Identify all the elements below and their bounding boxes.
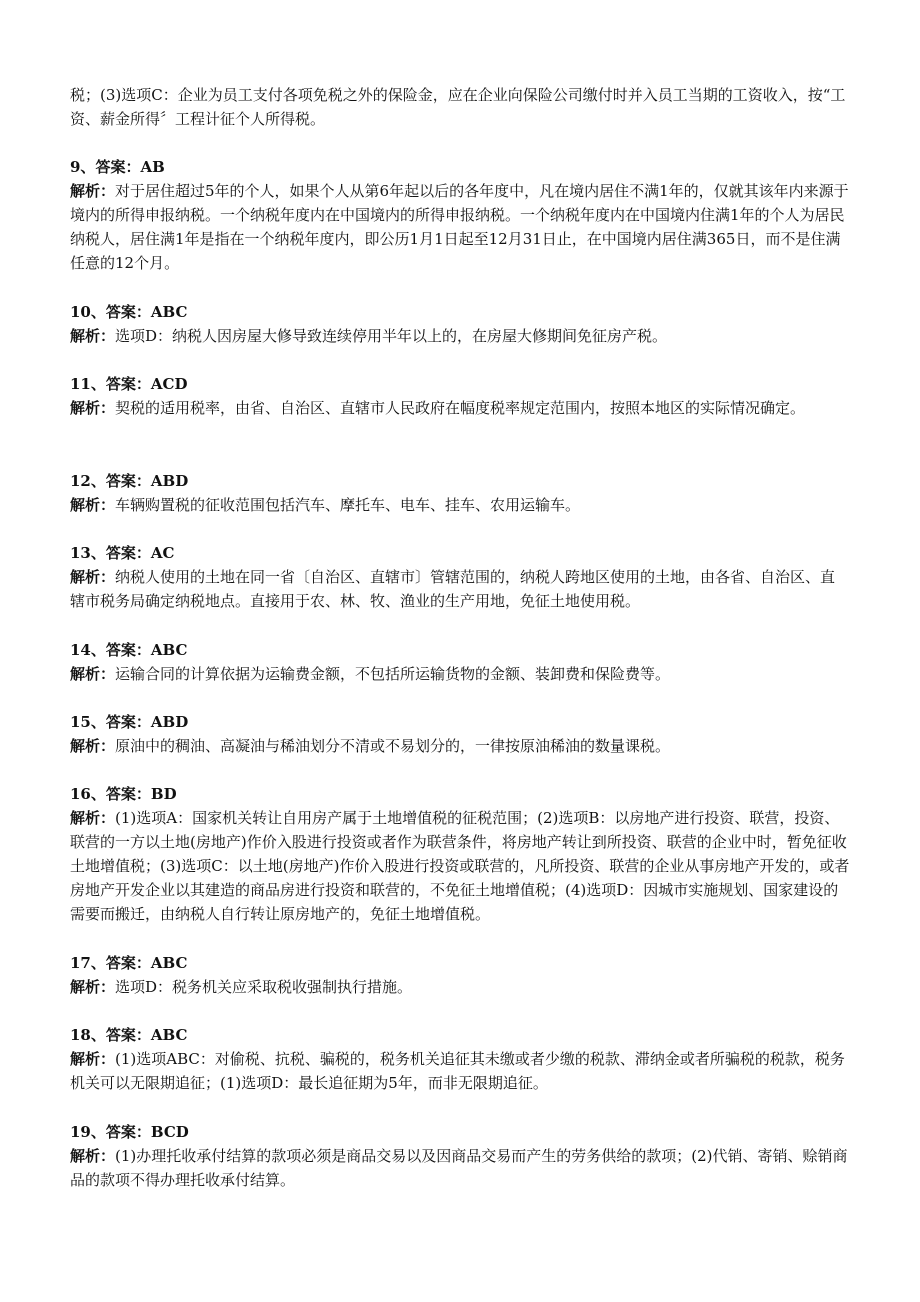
question-number: 16、 [70, 785, 106, 803]
answer-item-14 [70, 638, 850, 686]
answer-heading [70, 1023, 850, 1047]
answer-label: 答案： [105, 713, 151, 731]
answer-value: ABD [150, 472, 189, 490]
analysis-text: 契税的适用税率，由省、自治区、直辖市人民政府在幅度税率规定范围内，按照本地区的实际情况确定。 [115, 399, 806, 417]
analysis-text: 运输合同的计算依据为运输费金额，不包括所运输货物的金额、装卸费和保险费等。 [115, 665, 671, 683]
analysis-text: 纳税人使用的土地在同一省〔自治区、直辖市〕管辖范围的，纳税人跨地区使用的土地，由各省、自治区、直辖市税务局确定纳税地点。直接用于农、林、牧、渔业的生产用地，免征土地使用税。 [70, 568, 836, 610]
answer-value: ABC [150, 303, 188, 321]
question-number: 19、 [70, 1123, 106, 1141]
answer-heading [70, 638, 850, 662]
analysis-text: 原油中的稠油、高凝油与稀油划分不清或不易划分的，一律按原油稀油的数量课税。 [115, 737, 671, 755]
analysis-paragraph [70, 1047, 850, 1095]
analysis-label: 解析： [70, 665, 116, 683]
answer-item-10 [70, 300, 850, 348]
analysis-text: (1)选项A：国家机关转让自用房产属于土地增值税的征税范围；(2)选项B：以房地产进行投资、联营，投资、联营的一方以土地(房地产)作价入股进行投资或者作为联营条件，将房地产转让到所投资、联营的企业中时，暂免征收土地增值税；(3)选项C：以土地(房地产)作价入股进行投资或联营的，凡所投资、联营的企业从事房地产开发的，或者房地产开发企业以其建造的商品房进行投资和联营的，不免征土地增值税；(4)选项D：因城市实施规划、国家建设的需要而搬迁，由纳税人自行转让原房地产的，免征土地增值税。 [70, 809, 850, 923]
answer-value: ACD [150, 375, 188, 393]
answer-item-16 [70, 782, 850, 926]
answer-label: 答案： [105, 785, 151, 803]
answer-item-13 [70, 541, 850, 613]
analysis-text: 车辆购置税的征收范围包括汽车、摩托车、电车、挂车、农用运输车。 [115, 496, 581, 514]
intro-paragraph: 税；(3)选项C：企业为员工支付各项免税之外的保险金，应在企业向保险公司缴付时并入员工当期的工资收入，按“工资、薪金所得〞工程计征个人所得税。 [70, 86, 846, 128]
analysis-text: (1)办理托收承付结算的款项必须是商品交易以及因商品交易而产生的劳务供给的款项；(2)代销、寄销、赊销商品的款项不得办理托收承付结算。 [70, 1147, 848, 1189]
answer-heading [70, 710, 850, 734]
answer-heading [70, 155, 850, 179]
question-number: 15、 [70, 713, 106, 731]
analysis-label: 解析： [70, 182, 116, 200]
analysis-label: 解析： [70, 496, 116, 514]
answer-item-17 [70, 951, 850, 999]
analysis-label: 解析： [70, 327, 116, 345]
answer-label: 答案： [105, 1026, 151, 1044]
question-number: 10、 [70, 303, 106, 321]
analysis-paragraph [70, 324, 850, 348]
analysis-text: 对于居住超过5年的个人，如果个人从第6年起以后的各年度中，凡在境内居住不满1年的，仅就其该年内来源于境内的所得申报纳税。一个纳税年度内在中国境内的所得申报纳税。一个纳税年度内在中国境内住满1年的个人为居民纳税人，居住满1年是指在一个纳税年度内，即公历1月1日起至12月31日止，在中国境内居住满365日，而不是住满任意的12个月。 [70, 182, 849, 272]
answer-item-15 [70, 710, 850, 758]
analysis-paragraph [70, 662, 850, 686]
answer-value: ABC [150, 1026, 188, 1044]
analysis-label: 解析： [70, 809, 116, 827]
answer-value: BD [150, 785, 177, 803]
analysis-paragraph [70, 396, 850, 420]
answer-heading [70, 1120, 850, 1144]
answer-item-18 [70, 1023, 850, 1095]
answer-label: 答案： [105, 375, 151, 393]
answer-value: ABC [150, 954, 188, 972]
answer-value: BCD [150, 1123, 189, 1141]
question-number: 9、 [70, 158, 96, 176]
analysis-paragraph [70, 734, 850, 758]
question-number: 17、 [70, 954, 106, 972]
analysis-label: 解析： [70, 1147, 116, 1165]
analysis-label: 解析： [70, 568, 116, 586]
question-number: 12、 [70, 472, 106, 490]
answer-value: AC [150, 544, 175, 562]
answer-heading [70, 372, 850, 396]
analysis-label: 解析： [70, 1050, 116, 1068]
analysis-paragraph [70, 1144, 850, 1192]
analysis-label: 解析： [70, 978, 116, 996]
analysis-text: 选项D：纳税人因房屋大修导致连续停用半年以上的，在房屋大修期间免征房产税。 [115, 327, 668, 345]
answer-label: 答案： [105, 544, 151, 562]
answer-item-9 [70, 155, 850, 275]
analysis-paragraph [70, 493, 850, 517]
answer-item-12 [70, 469, 850, 517]
answer-value: ABD [150, 713, 189, 731]
answer-value: AB [140, 158, 165, 176]
answer-item-11 [70, 372, 850, 420]
question-number: 14、 [70, 641, 106, 659]
analysis-label: 解析： [70, 399, 116, 417]
answer-label: 答案： [105, 1123, 151, 1141]
analysis-paragraph [70, 806, 850, 926]
answer-heading [70, 300, 850, 324]
answer-label: 答案： [105, 954, 151, 972]
answer-label: 答案： [95, 158, 141, 176]
question-number: 11、 [70, 375, 106, 393]
answer-heading [70, 469, 850, 493]
answer-label: 答案： [105, 472, 151, 490]
analysis-text: 选项D：税务机关应采取税收强制执行措施。 [115, 978, 413, 996]
answer-label: 答案： [105, 641, 151, 659]
answer-value: ABC [150, 641, 188, 659]
question-number: 13、 [70, 544, 106, 562]
analysis-paragraph [70, 975, 850, 999]
answer-label: 答案： [105, 303, 151, 321]
analysis-label: 解析： [70, 737, 116, 755]
question-number: 18、 [70, 1026, 106, 1044]
analysis-paragraph [70, 179, 850, 275]
answer-heading [70, 951, 850, 975]
analysis-text: (1)选项ABC：对偷税、抗税、骗税的，税务机关追征其未缴或者少缴的税款、滞纳金或者所骗税的税款，税务机关可以无限期追征；(1)选项D：最长追征期为5年，而非无限期追征。 [70, 1050, 845, 1092]
analysis-paragraph [70, 565, 850, 613]
answer-heading [70, 782, 850, 806]
answer-item-19 [70, 1120, 850, 1192]
answer-heading [70, 541, 850, 565]
